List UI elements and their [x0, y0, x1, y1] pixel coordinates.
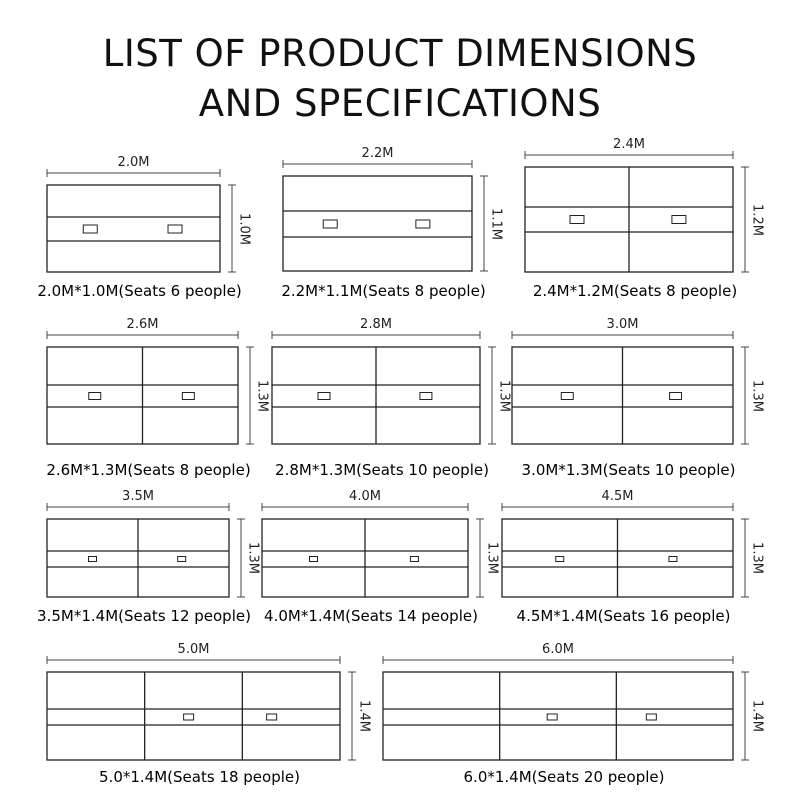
table-outline — [383, 672, 733, 760]
width-label: 2.4M — [613, 137, 645, 152]
spec-caption: 6.0*1.4M(Seats 20 people) — [463, 768, 665, 786]
height-label: 1.3M — [484, 542, 500, 574]
spec-caption: 2.4M*1.2M(Seats 8 people) — [532, 282, 738, 300]
width-label: 6.0M — [542, 642, 574, 657]
height-label: 1.4M — [749, 700, 765, 732]
width-label: 2.0M — [117, 155, 150, 170]
height-label: 1.3M — [496, 379, 512, 412]
width-label: 2.6M — [126, 317, 159, 332]
cable-port-icon — [547, 714, 557, 720]
spec-caption: 2.8M*1.3M(Seats 10 people) — [275, 461, 489, 479]
width-label: 3.5M — [122, 489, 154, 504]
width-label: 2.8M — [360, 317, 392, 332]
height-label: 1.3M — [749, 379, 765, 412]
height-label: 1.3M — [245, 542, 261, 574]
height-label: 1.3M — [254, 379, 270, 412]
spec-caption: 5.0*1.4M(Seats 18 people) — [99, 768, 300, 786]
spec-caption: 4.5M*1.4M(Seats 16 people) — [516, 607, 731, 625]
height-label: 1.4M — [356, 700, 372, 732]
spec-caption: 4.0M*1.4M(Seats 14 people) — [264, 607, 478, 625]
spec-caption: 2.6M*1.3M(Seats 8 people) — [46, 461, 251, 479]
height-label: 1.2M — [749, 203, 765, 236]
height-label: 1.3M — [749, 542, 765, 574]
width-label: 5.0M — [177, 642, 210, 657]
height-label: 1.1M — [488, 207, 504, 240]
page-title-line-1: LIST OF PRODUCT DIMENSIONS — [102, 32, 698, 75]
height-label: 1.0M — [236, 212, 252, 245]
cable-port-icon — [646, 714, 656, 720]
spec-caption: 3.0M*1.3M(Seats 10 people) — [521, 461, 736, 479]
page-title-line-2: AND SPECIFICATIONS — [198, 82, 602, 125]
width-label: 2.2M — [361, 146, 394, 161]
spec-caption: 3.5M*1.4M(Seats 12 people) — [37, 607, 251, 625]
width-label: 4.0M — [349, 489, 381, 504]
width-label: 4.5M — [601, 489, 634, 504]
spec-caption: 2.0M*1.0M(Seats 6 people) — [37, 282, 242, 300]
width-label: 3.0M — [606, 317, 639, 332]
spec-caption: 2.2M*1.1M(Seats 8 people) — [281, 282, 486, 300]
